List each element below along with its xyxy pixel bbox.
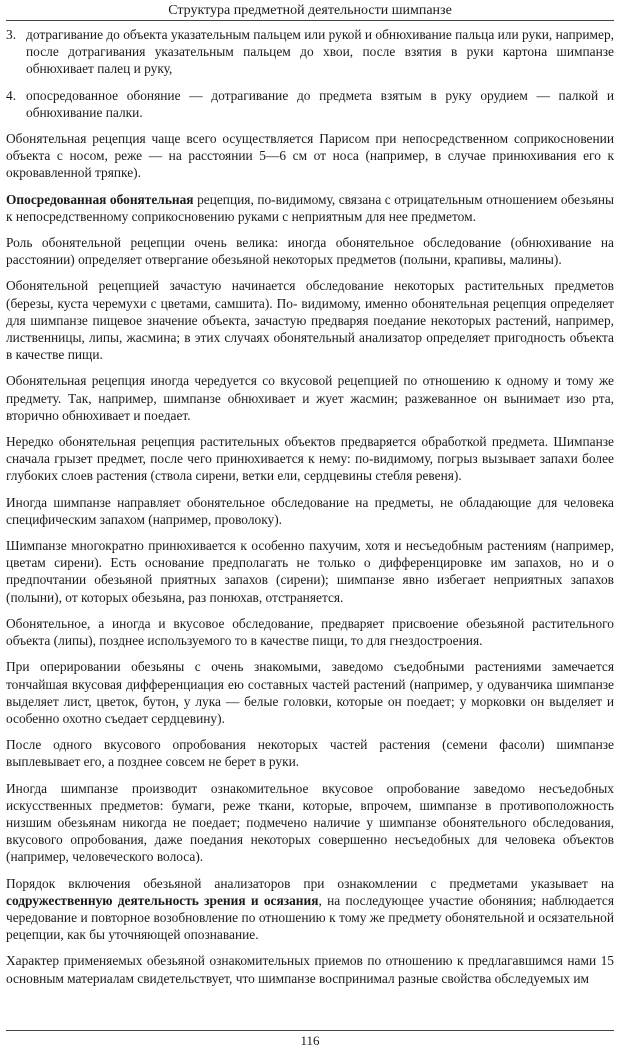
paragraph-text: рецепция, по-видимому, связана с отрицательным отношением обезьяны к непосредственному соприкосновению руками с неприятным для нее предметом. — [6, 191, 614, 224]
page-body — [6, 26, 614, 996]
paragraph: Обонятельная рецепция иногда чередуется со вкусовой рецепцией по отношению к одному и тому же предмету. Так, например, шимпанзе обнюхивает и жует жасмин; разжеванное он вынимает изо рта, вторично обнюхивает и поедает. — [6, 373, 614, 423]
footer-rule — [6, 1030, 614, 1031]
paragraph: Шимпанзе многократно принюхивается к особенно пахучим, хотя и несъедобным растениям (например, цветам сирени). Есть основание предполагать не только о дифференцировке им запахов, но и о предпочтании обезьяной приятных запахов (сирени); шимпанзе явно избегает неприятных запахов (полыни), от которых обезьяна, раз понюхав, отстраняется. — [6, 538, 614, 605]
paragraph: Обонятельное, а иногда и вкусовое обследование, предваряет присвоение обезьяной растительного объекта (липы), позднее используемого то в качестве пищи, то для гнездостроения. — [6, 615, 614, 649]
paragraph — [6, 191, 614, 225]
list-item-text: опосредованное обоняние — дотрагивание до предмета взятым в руку орудием — палкой и обнюхивание палки. — [26, 87, 614, 120]
list-item — [6, 87, 614, 121]
paragraph: Нередко обонятельная рецепция растительных объектов предваряется обработкой предмета. Шимпанзе сначала грызет предмет, после чего принюхивается к нему: по-видимому, погрыз вызывает запахи более глубоких слоев растения (ствола сирени, ветки ели, сердцевины стебля ревеня). — [6, 434, 614, 484]
page-number: 116 — [300, 1033, 320, 1048]
paragraph: Характер применяемых обезьяной ознакомительных приемов по отношению к предлагавшимся нами 15 основным материалам свидетельствует, что шимпанзе воспринимал разные свойства обследуемых им — [6, 953, 614, 986]
list-item-number: 4. — [6, 87, 17, 103]
paragraph: Роль обонятельной рецепции очень велика: иногда обонятельное обследование (обнюхивание на расстоянии) определяет отвергание обезьяной некоторых предметов (полыни, крапивы, малины). — [6, 235, 614, 268]
running-header: Структура предметной деятельности шимпанзе — [168, 3, 452, 18]
paragraph: После одного вкусового опробования некоторых частей растения (семени фасоли) шимпанзе выплевывает его, а позднее совсем не берет в руки. — [6, 737, 614, 770]
paragraph: Иногда шимпанзе производит ознакомительное вкусовое опробование заведомо несъедобных искусственных предметов: бумаги, реже ткани, которые, впрочем, шимпанзе в противоположность низшим обезьянам никогда не поедает; подмечено наличие у шимпанзе обонятельного обследования, вкусового опробования, даже поедания некоторых совершенно несъедобных для человека объектов (например, человеческого волоса). — [6, 780, 614, 865]
list-item — [6, 26, 614, 78]
bold-term: Опосредованная обонятельная — [6, 191, 194, 207]
paragraph: При оперировании обезьяны с очень знакомыми, заведомо съедобными растениями замечается тончайшая вкусовая дифференциация ею составных частей растений (например, у одуванчика шимпанзе выделяет лист, цветок, бутон, у лука — белые головки, которые он поедает; у морковки он выделяет и особенно охотно съедает сердцевину). — [6, 659, 614, 726]
paragraph: Иногда шимпанзе направляет обонятельное обследование на предметы, не обладающие для человека специфическим запахом (например, проволоку). — [6, 494, 614, 527]
paragraph-text: , на последующее участие обоняния; наблюдается чередование и повторное возобновление по отношению к тому же предмету обонятельной и осязательной рецепции, как бы уточняющей опознавание. — [6, 892, 614, 943]
paragraph: Обонятельной рецепцией зачастую начинается обследование некоторых растительных предметов (березы, куста черемухи с цветами, самшита). По- видимому, именно обонятельная рецепция определяет для шимпанзе пищевое значение объекта, зачастую предваряя поедание некоторых растений, например, лиственницы, липы, жасмина; в этих случаях обонятельный анализатор определяет пригодность объекта в качестве пищи. — [6, 278, 614, 363]
list-item-text: дотрагивание до объекта указательным пальцем или рукой и обнюхивание пальца или руки, например, после дотрагивания указательным пальцем до хвои, после взятия в руки картона шимпанзе обнюхивает палец и руку, — [26, 27, 614, 77]
bold-term: содружественную деятельность зрения и осязания — [6, 892, 319, 908]
list-item-number: 3. — [6, 27, 17, 42]
header-rule — [6, 20, 614, 21]
paragraph — [6, 875, 614, 944]
paragraph: Обонятельная рецепция чаще всего осуществляется Парисом при непосредственном соприкосновении объекта с носом, реже — на расстоянии 5—6 см от носа (например, в случае принюхивания его к окровавленной тряпке). — [6, 131, 614, 181]
paragraph-text: Порядок включения обезьяной анализаторов при ознакомлении с предметами указывает на — [6, 875, 614, 891]
